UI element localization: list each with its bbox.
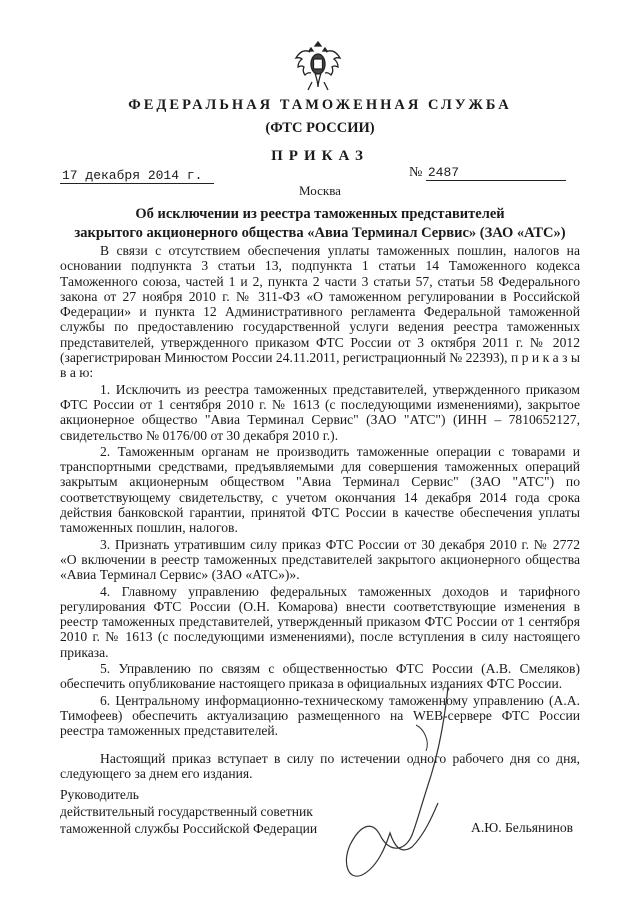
signatory-title-line-3: таможенной службы Российской Федерации xyxy=(60,821,318,836)
agency-abbreviation: (ФТС РОССИИ) xyxy=(265,120,375,136)
order-date: 17 декабря 2014 г. xyxy=(60,168,214,184)
order-item-5: 5. Управлению по связям с общественностью ФТС России (А.В. Смеляков) обеспечить опубликование настоящего приказа в официальных изданиях ФТС России. xyxy=(60,661,580,692)
order-number-row xyxy=(409,165,581,181)
order-item-6: 6. Центральному информационно-техническому таможенному управлению (А.А. Тимофеев) обеспечить актуализацию размещенного на WEB-сервере ФТС России реестра таможенных представителей. xyxy=(60,692,580,739)
order-number: 2487 xyxy=(426,165,566,181)
signatory-title-line-2: действительный государственный советник xyxy=(60,804,313,819)
subject-line-1: Об исключении из реестра таможенных представителей xyxy=(135,206,505,222)
order-item-1: 1. Исключить из реестра таможенных представителей, утвержденного приказом ФТС России от 1 сентября 2010 г. № 1613 (с последующими изменениями), закрытое акционерное общество "Авиа Терминал Сервис" (ЗАО "АТС") (ИНН – 7810652127, свидетельство № 0176/00 от 30 декабря 2010 г.). xyxy=(60,381,580,443)
number-sign: № xyxy=(409,165,423,180)
document-type: ПРИКАЗ xyxy=(271,148,369,164)
order-item-3: 3. Признать утратившим силу приказ ФТС России от 30 декабря 2010 г. № 2772 «О включении в реестр таможенных представителей закрытого акционерного общества «Авиа Терминал Сервис» (ЗАО «АТС»)». xyxy=(60,536,580,583)
agency-name: ФЕДЕРАЛЬНАЯ ТАМОЖЕННАЯ СЛУЖБА xyxy=(128,97,512,113)
handwritten-signature xyxy=(320,685,460,895)
order-item-4: 4. Главному управлению федеральных таможенных доходов и тарифного регулирования ФТС России (О.Н. Комарова) внести соответствующие изменения в реестр таможенных представителей, утвержденный приказом ФТС России от 1 сентября 2010 г. № 1613 (с последующими изменениями), после вступления в силу настоящего приказа. xyxy=(60,583,580,660)
signatory-name: А.Ю. Бельянинов xyxy=(471,820,574,835)
city: Москва xyxy=(299,183,341,198)
closing-paragraph: Настоящий приказ вступает в силу по истечении одного рабочего дня со дня, следующего за днем его издания. xyxy=(60,750,580,781)
signatory-title-line-1: Руководитель xyxy=(60,787,139,802)
order-item-2: 2. Таможенным органам не производить таможенные операции с товарами и транспортными средствами, предъявляемыми для совершения таможенных операций закрытым акционерным обществом "Авиа Терминал Сервис" (ЗАО "АТС") по соответствующему свидетельству, с учетом окончания 14 декабря 2014 года срока действия банковской гарантии, принятой ФТС России в качестве обеспечения уплаты таможенных пошлин, налогов. xyxy=(60,443,580,536)
subject-line-2: закрытого акционерного общества «Авиа Терминал Сервис» (ЗАО «АТС») xyxy=(74,225,566,241)
order-subject xyxy=(0,205,640,243)
coat-of-arms-emblem xyxy=(293,38,343,94)
preamble-paragraph: В связи с отсутствием обеспечения уплаты таможенных пошлин, налогов на основании подпункта 3 статьи 13, подпункта 1 статьи 14 Таможенного кодекса Таможенного союза, частей 1 и 2, пункта 2 части 3 статьи 57, статьи 58 Федерального закона от 27 ноября 2010 г. № 311-ФЗ «О таможенном регулировании в Российской Федерации» и пункта 12 Административного регламента Федеральной таможенной службы по предоставлению государственной услуги ведения реестра таможенных представителей, утвержденного приказом ФТС России от 3 октября 2011 г. № 2012 (зарегистрирован Минюстом России 24.11.2011, регистрационный № 22393), п р и к а з ы в а ю: xyxy=(60,243,580,381)
